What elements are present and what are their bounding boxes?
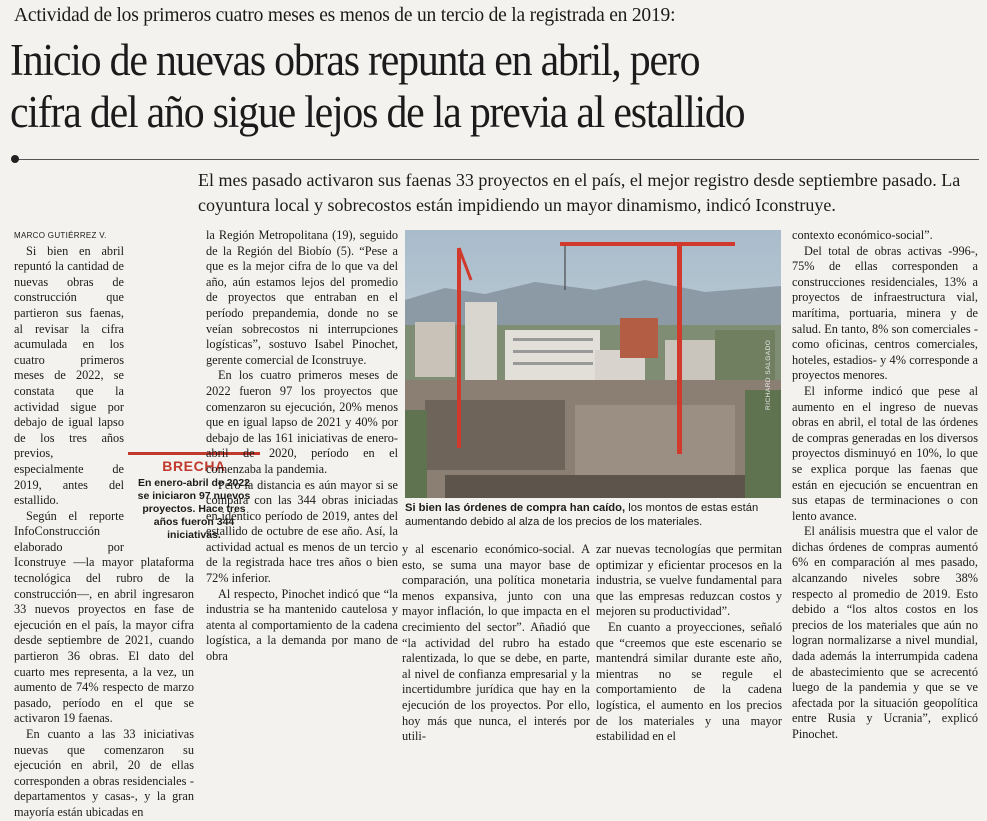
paragraph: Del total de obras activas -996-, 75% de ellas corresponden a construcciones residenciales, 13% a proyectos de infraestructura vial, marítima, portuaria, minera y de salud. En tanto, 8% son comerciales -como oficinas, centros comerciales, hoteles, estadios- y 4% corresponde a proyectos menores. <box>792 243 978 383</box>
column-3 <box>402 542 590 756</box>
bajada-subheadline: El mes pasado activaron sus faenas 33 proyectos en el país, el mejor registro desde septiembre pasado. La coyuntura local y sobrecostos están impidiendo un mayor dinamismo, indicó Iconstruye. <box>198 170 961 215</box>
headline-line-1: Inicio de nuevas obras repunta en abril, pero <box>10 35 700 85</box>
paragraph: Pero la distancia es aún mayor si se compara con las 344 obras iniciadas en idéntico período de 2019, antes del estallido de octubre de ese año. Así, la actividad actual es menos de un tercio de la registrada hace tres años o bien 72% inferior. <box>206 477 398 586</box>
paragraph: la Región Metropolitana (19), seguido de la Región del Biobío (5). “Pese a que es la mejor cifra de lo que va del año, aún estamos lejos del promedio de proyectos que entraban en el período prepandemia, donde no se veían sobrecostos ni interrupciones logísticas”, sostuvo Isabel Pinochet, gerente comercial de Iconstruye. <box>206 228 398 367</box>
headline <box>10 34 912 138</box>
caption-text: los montos de estas están aumentando debido al alza de los precios de los materiales. <box>405 502 759 528</box>
paragraph: En cuanto a proyecciones, señaló que “creemos que este escenario se mantendrá similar durante este año, mientras no se regule el comportamiento de la cadena logística, el aumento en los precios de los materiales y una mayor estabilidad en el <box>596 619 782 744</box>
brecha-title: BRECHA <box>162 458 226 474</box>
paragraph: Al respecto, Pinochet indicó que “la industria se ha mantenido cautelosa y atenta al comportamiento de la cadena logística, a la demanda por mano de obra <box>206 586 398 664</box>
brecha-text: En enero-abril de 2022 se iniciaron 97 nuevos proyectos. Hace tres años fueron 344 iniciativas. <box>137 477 251 541</box>
paragraph: Si bien en abril repuntó la cantidad de nuevas obras de construcción que partieron sus faenas, al revisar la cifra acumulada en los cuatro primeros meses de 2022, se constata que la actividad sigue por debajo de igual lapso de los tres años previos, especialmente de 2019, antes del estallido. <box>14 243 124 508</box>
construction-photo <box>405 230 781 498</box>
caption-bold: Si bien las órdenes de compra han caído, <box>405 502 626 514</box>
column-4 <box>596 542 782 756</box>
headline-line-2: cifra del año sigue lejos de la previa al estallido <box>10 87 745 137</box>
paragraph: En cuanto a las 33 iniciativas nuevas que comenzaron su ejecución en abril, 20 de ellas corresponden a obras residenciales -departamentos y casas-, y la gran mayoría están ubicadas en <box>14 727 194 819</box>
column-5 <box>792 228 978 756</box>
paragraph: contexto económico-social”. <box>792 228 933 242</box>
paragraph: En los cuatro primeros meses de 2022 fueron 97 los proyectos que comenzaron su ejecución, 20% menos que en igual lapso de 2021 y 40% por debajo de las 161 iniciativas de enero-abril de 2020, período en el comenzaba la pandemia. <box>206 368 398 476</box>
construction-scene <box>405 230 781 498</box>
paragraph: El informe indicó que pese al aumento en el ingreso de nuevas obras en abril, el total de las órdenes de compras generadas en los diversos proyectos disminuyó en 10%, lo que se explica porque las faenas que están en ejecución se encuentran en sus etapas de terminaciones o con lento avance. <box>792 383 978 523</box>
paragraph: y al escenario económico-social. A esto, se suma una mayor base de comparación, una política monetaria menos expansiva, junto con una mayor inflación, lo que impacta en el crecimiento del sector”. Añadió que “la actividad del rubro ha estado ralentizada, lo que se debe, en parte, al nivel de confianza empresarial y la incertidumbre jurídica que hay en la ejecución de los proyectos. Por ello, hoy más que nunca, el interés por utili- <box>402 542 590 744</box>
photo-caption <box>405 501 781 529</box>
byline: MARCO GUTIÉRREZ V. <box>14 231 107 240</box>
paragraph-text: Según el reporte InfoConstrucción elaborado por Iconstruye —la mayor plataforma tecnológica del rubro de la construcción—, en abril ingresaron 33 nuevos proyectos en fase de ejecución en el país, la mayor cifra desde septiembre de 2021, cuando partieron 36 obras. El dato del cuarto mes representa, a la vez, un aumento de 74% respecto de marzo pasado, período en el que se activaron 19 faenas. <box>14 508 194 726</box>
photo-credit: RICHARD SALGADO <box>765 339 772 410</box>
kicker: Actividad de los primeros cuatro meses es menos de un tercio de la registrada en 2019: <box>14 5 676 26</box>
column-2 <box>206 228 398 756</box>
divider-dot <box>11 155 19 163</box>
paragraph: El análisis muestra que el valor de dichas órdenes de compras aumentó 6% en comparación al mes pasado, alcanzando niveles sobre 38% respecto al promedio de 2019. Esto debido a “los altos costos en los precios de los materiales que aún no logran normalizarse a nivel mundial, dada además la interrumpida cadena de abastecimiento que se acrecentó luego de la pandemia y que se ve afectada por la situación geopolítica entre Rusia y Ucrania”, explicó Pinochet. <box>792 524 978 741</box>
divider-rule <box>14 159 979 160</box>
paragraph: zar nuevas tecnologías que permitan optimizar y eficientar procesos en la industria, se vuelve fundamental para que las empresas reduzcan costos y mejoren su productividad”. <box>596 542 782 619</box>
